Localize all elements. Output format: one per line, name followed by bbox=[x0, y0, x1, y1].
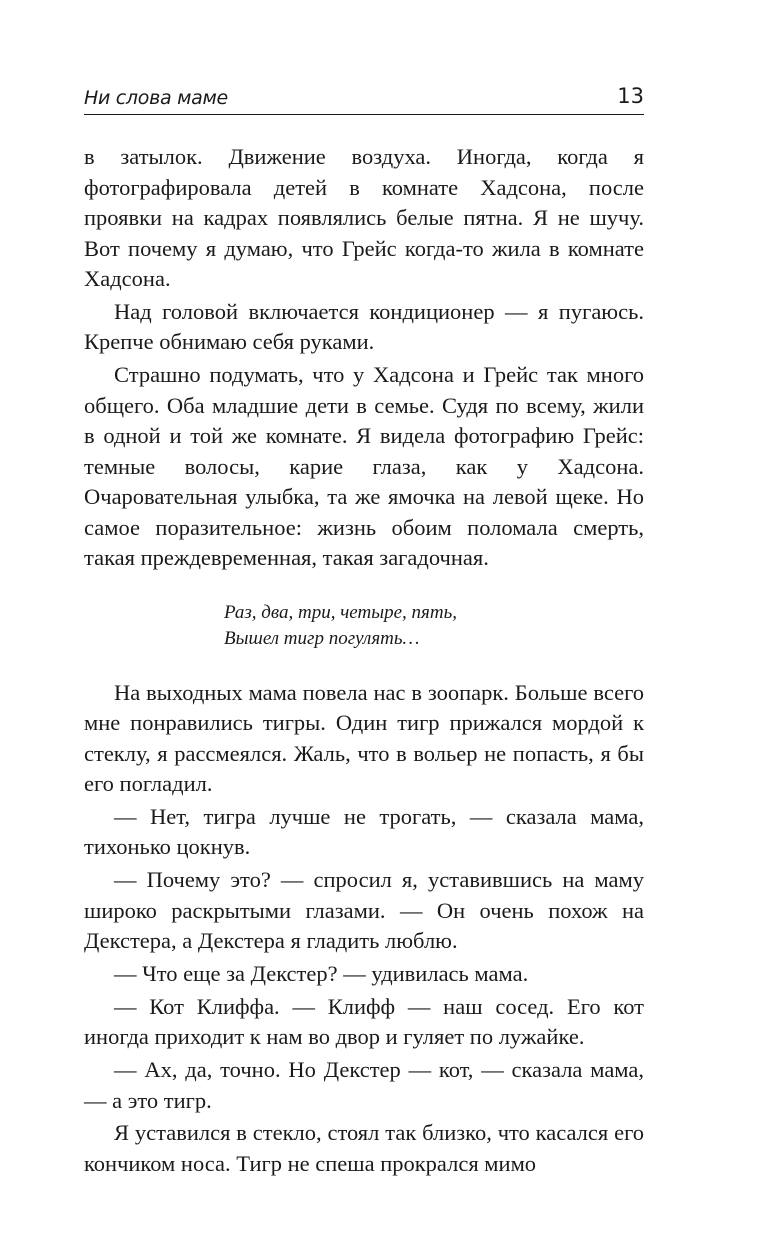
page-body bbox=[84, 142, 644, 1182]
paragraph: Страшно подумать, что у Хадсона и Грейс так много общего. Оба младшие дети в семье. Судя по всему, жили в одной и той же комнате. Я видела фотографию Грейс: темные волосы, карие глаза, как у Хадсона. Очаровательная улыбка, та же ямочка на левой щеке. Но самое поразительное: жизнь обоим поломала смерть, такая преждевременная, такая загадочная. bbox=[84, 362, 644, 571]
dialogue-paragraph: — Почему это? — спросил я, уставившись на маму широко раскрытыми глазами. — Он очень похож на Декстера, а Декстера я гладить люблю. bbox=[84, 867, 644, 954]
page-number: 13 bbox=[617, 84, 644, 108]
verse-line: Вышел тигр погулять… bbox=[224, 627, 420, 649]
dialogue-paragraph: — Что еще за Декстер? — удивилась мама. bbox=[114, 960, 529, 986]
dialogue-paragraph: — Кот Клиффа. — Клифф — наш сосед. Его кот иногда приходит к нам во двор и гуляет по лужайке. bbox=[84, 993, 644, 1050]
paragraph: Я уставился в стекло, стоял так близко, что касался его кончиком носа. Тигр не спеша прокрался мимо bbox=[84, 1120, 644, 1176]
paragraph: Над головой включается кондиционер — я пугаюсь. Крепче обнимаю себя руками. bbox=[84, 298, 644, 355]
dialogue-paragraph: — Нет, тигра лучше не трогать, — сказала мама, тихонько цокнув. bbox=[84, 803, 644, 860]
paragraph: в затылок. Движение воздуха. Иногда, когда я фотографировала детей в комнате Хадсона, после проявки на кадрах появлялись белые пятна. Я не шучу. Вот почему я думаю, что Грейс когда-то жила в комнате Хадсона. bbox=[84, 144, 644, 291]
running-header bbox=[84, 84, 644, 115]
paragraph: На выходных мама повела нас в зоопарк. Больше всего мне понравились тигры. Один тигр прижался мордой к стеклу, я рассмеялся. Жаль, что в вольер не попасть, я бы его погладил. bbox=[84, 679, 644, 797]
book-page bbox=[84, 0, 644, 1240]
book-title: Ни слова маме bbox=[84, 87, 228, 109]
dialogue-paragraph: — Ах, да, точно. Но Декстер — кот, — сказала мама, — а это тигр. bbox=[84, 1057, 644, 1113]
verse-block bbox=[224, 600, 644, 652]
verse-line: Раз, два, три, четыре, пять, bbox=[224, 601, 457, 623]
